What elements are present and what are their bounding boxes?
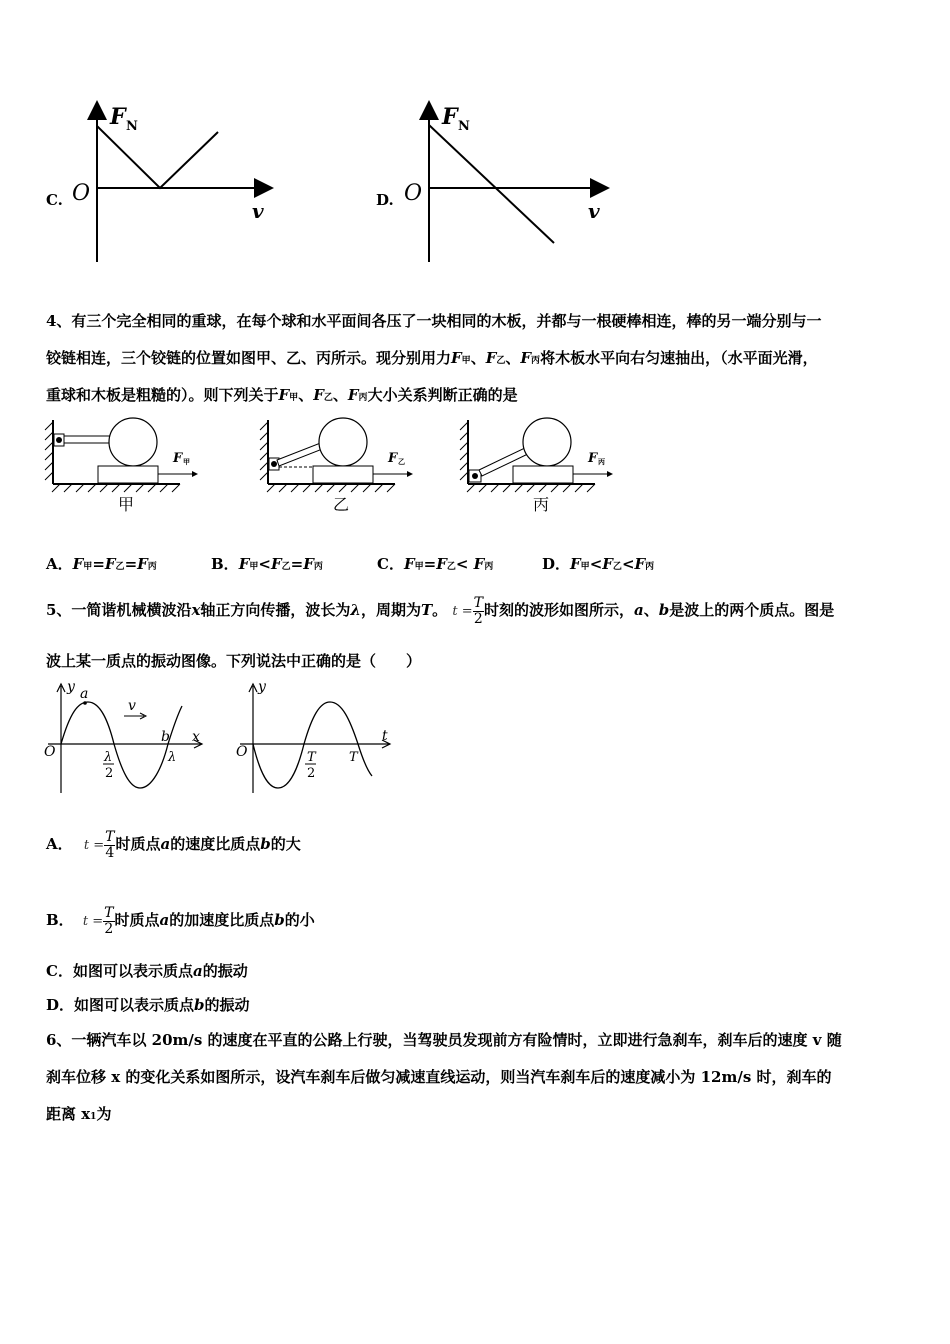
- q5-wave-half-num: λ: [104, 750, 113, 765]
- q4-figure-bing-label: 丙: [533, 495, 550, 514]
- graph-c: [60, 90, 300, 270]
- q5-vibration-graph: [232, 678, 402, 800]
- q5-option-a: A． t = $\frac{T}{4}$ 时质点a的速度比质点b的大: [46, 828, 301, 861]
- graph-d: [392, 90, 632, 270]
- q5-option-d: D．如图可以表示质点b的振动: [46, 996, 250, 1014]
- q5-wave-graph: [40, 678, 215, 800]
- q5-vib-y-label: y: [258, 679, 266, 695]
- q4-option-b: B．F甲<F乙=F丙: [211, 555, 323, 573]
- q4-figure-yi-label: 乙: [333, 495, 350, 514]
- q5-wave-half-den: 2: [105, 766, 114, 781]
- q4-figure-bing: [455, 412, 635, 522]
- q4-line-3: 重球和木板是粗糙的）。则下列关于F甲、F乙、F丙大小关系判断正确的是: [46, 386, 518, 404]
- graph-d-line: [429, 125, 554, 243]
- q5-line-2: 波上某一质点的振动图像。下列说法中正确的是（ ）: [46, 652, 422, 670]
- svg-text:F: F: [588, 451, 598, 466]
- q5-option-b: B． t = $\frac{T}{2}$ 时质点a的加速度比质点b的小: [46, 904, 315, 937]
- svg-text:乙: 乙: [398, 457, 405, 466]
- q4-figure-jia: [40, 412, 220, 522]
- q5-wave-x-label: x: [192, 729, 200, 745]
- q5-wave-v-label: v: [128, 698, 136, 714]
- graph-d-y-sub: N: [458, 119, 470, 134]
- q5-wave-b-label: b: [161, 729, 170, 745]
- q5-vib-origin: O: [236, 744, 248, 760]
- graph-d-y-label: F: [442, 104, 458, 130]
- graph-c-y-sub: N: [126, 119, 138, 134]
- q4-figure-jia-label: 甲: [118, 495, 135, 514]
- graph-d-x-label: v: [588, 199, 600, 223]
- svg-text:F: F: [388, 451, 398, 466]
- q4-option-c: C．F甲=F乙< F丙: [377, 555, 494, 573]
- q5-line-1: 5、一简谐机械横波沿x轴正方向传播，波长为λ，周期为T。 t = $\frac{T}{2}$ 时刻的波形如图所示，a、b是波上的两个质点。图是: [46, 594, 835, 627]
- q4-option-d: D．F甲<F乙<F丙: [542, 555, 655, 573]
- q4-line-1: 4、有三个完全相同的重球，在每个球和水平面间各压了一块相同的木板，并都与一根硬棒相连，棒的另一端分别与一: [46, 312, 822, 330]
- q5-vib-half-num: T: [307, 750, 316, 765]
- svg-text:丙: 丙: [598, 457, 605, 466]
- q5-wave-lambda: λ: [168, 750, 177, 765]
- svg-text:甲: 甲: [183, 457, 190, 466]
- q5-vib-half-den: 2: [307, 766, 316, 781]
- graph-c-line: [97, 126, 218, 188]
- q5-time-fraction: $\frac{T}{2}$: [473, 594, 483, 627]
- graph-c-origin: O: [72, 181, 91, 206]
- graph-c-y-label: F: [110, 104, 126, 130]
- q5-vib-T-label: T: [349, 750, 358, 765]
- q6-line-2: 刹车位移 x 的变化关系如图所示，设汽车刹车后做匀减速直线运动，则当汽车刹车后的速度减小为 12m/s 时，刹车的: [46, 1068, 832, 1086]
- option-d-label: D.: [376, 191, 394, 209]
- q5-wave-a-label: a: [80, 686, 89, 702]
- q5-wave-origin: O: [44, 744, 56, 760]
- q5-vib-t-label: t: [382, 728, 388, 744]
- option-c-label: C.: [46, 191, 63, 209]
- q6-line-1: 6、一辆汽车以 20m/s 的速度在平直的公路上行驶，当驾驶员发现前方有险情时，立即进行急刹车，刹车后的速度 v 随: [46, 1031, 842, 1049]
- q4-figure-yi: [255, 412, 435, 522]
- q5-option-c: C．如图可以表示质点a的振动: [46, 962, 248, 980]
- q4-option-a: A．F甲=F乙=F丙: [46, 555, 157, 573]
- q6-line-3: 距离 x1为: [46, 1105, 112, 1123]
- q4-line-2: 铰链相连，三个铰链的位置如图甲、乙、丙所示。现分别用力F甲、F乙、F丙将木板水平向右匀速抽出，（水平面光滑，: [46, 349, 818, 367]
- q5-wave-y-label: y: [67, 679, 75, 695]
- svg-text:F: F: [173, 451, 183, 466]
- graph-c-x-label: v: [252, 199, 264, 223]
- graph-d-origin: O: [404, 181, 423, 206]
